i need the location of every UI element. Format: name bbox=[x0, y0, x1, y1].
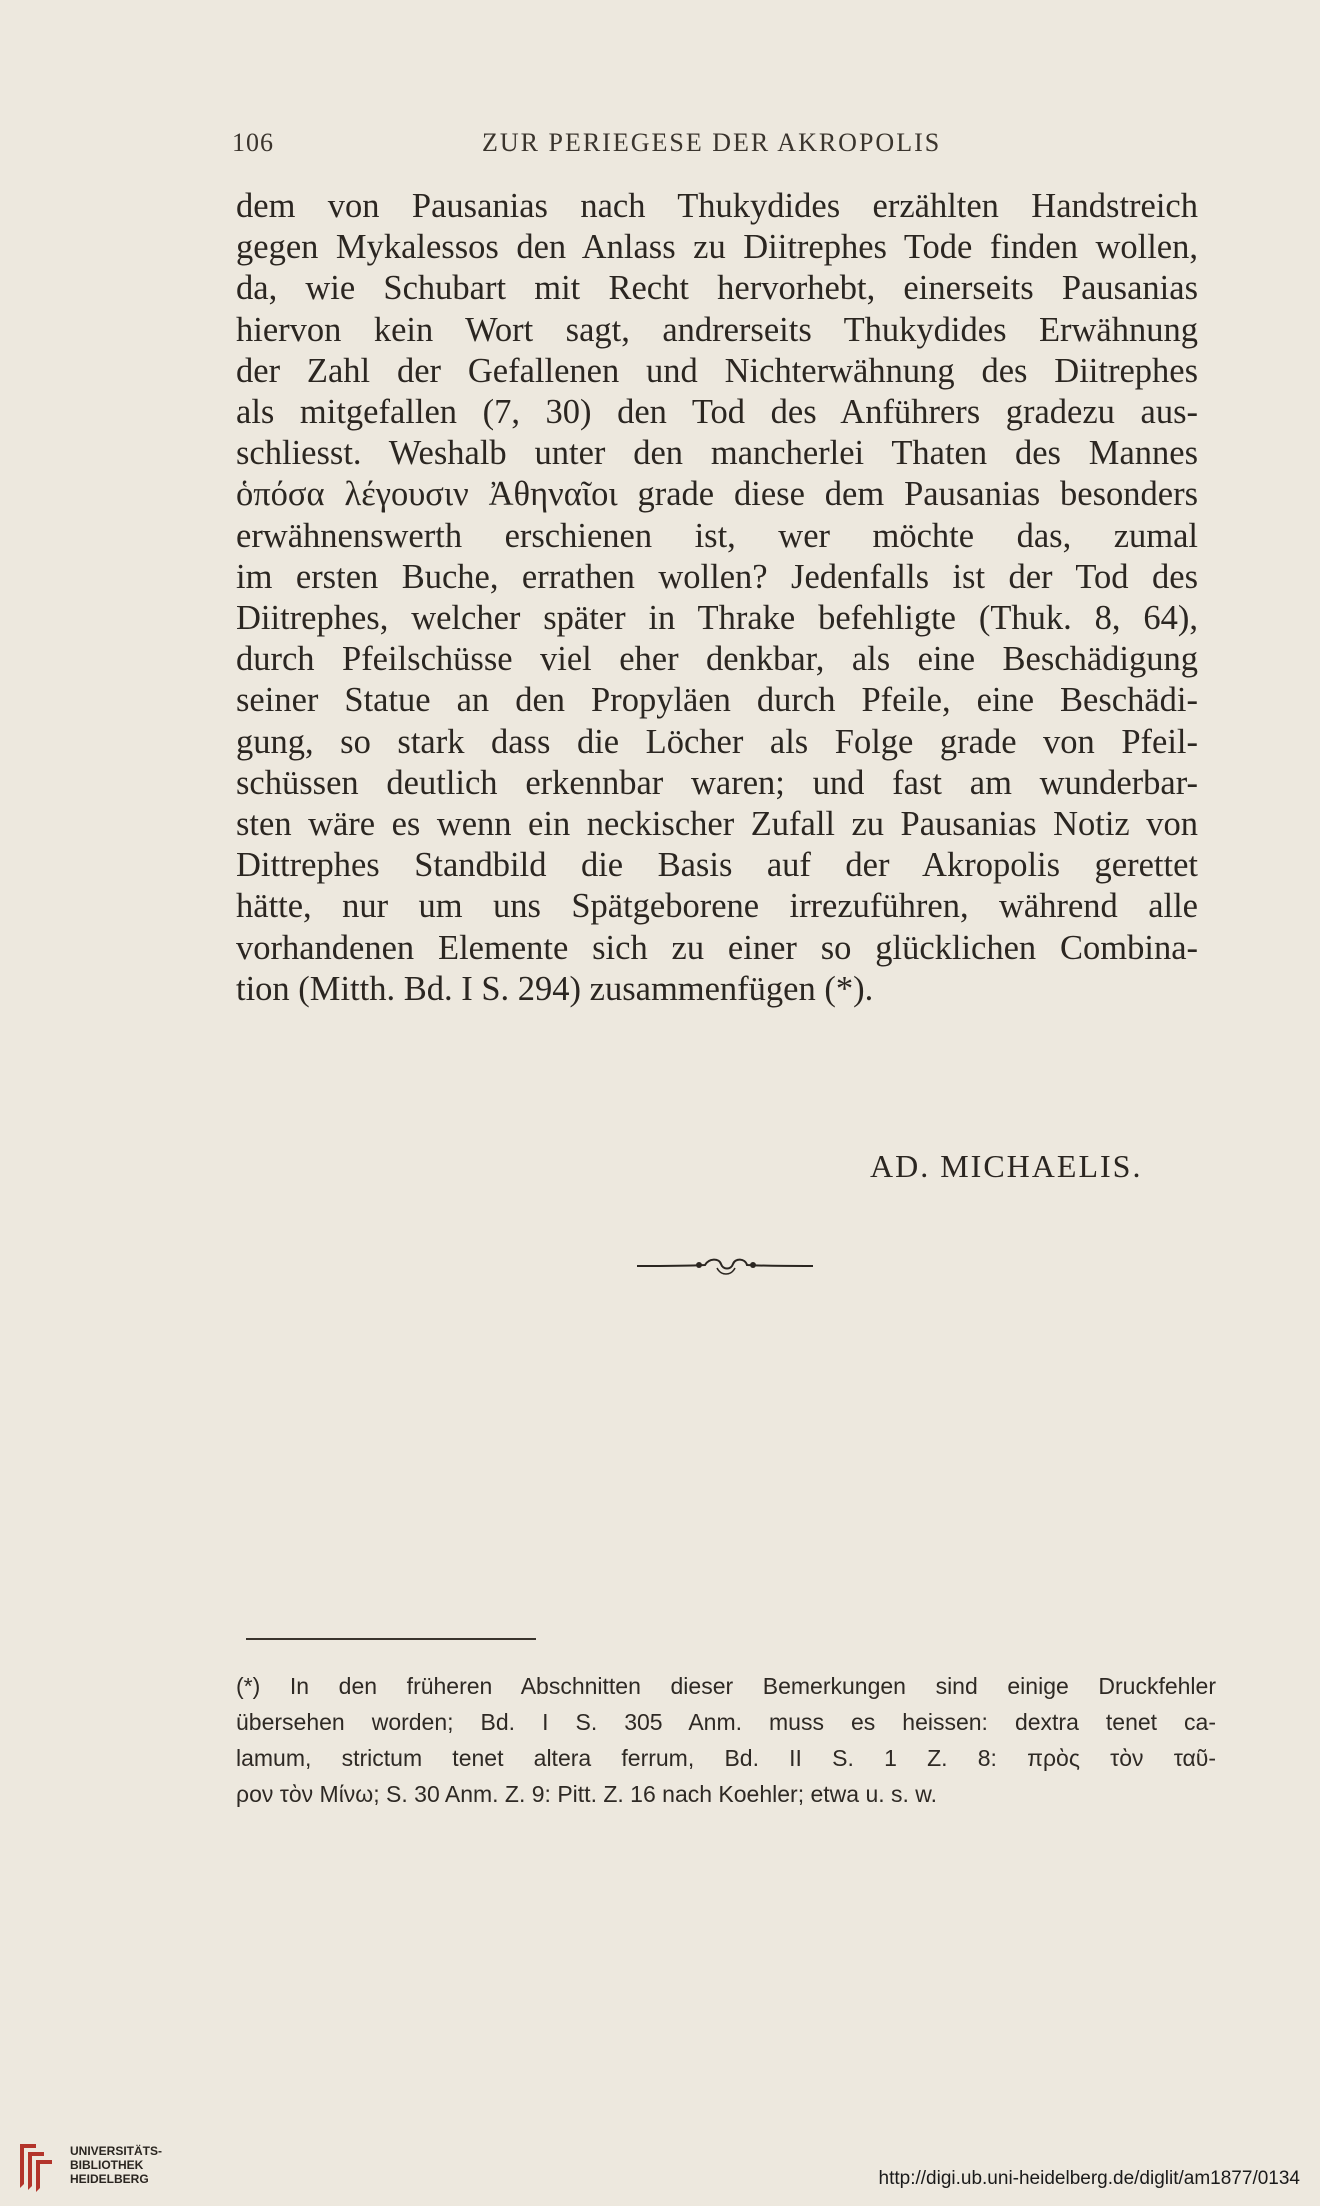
library-logo-icon bbox=[14, 2140, 62, 2192]
footnote-line: ρον τὸν Μίνω; S. 30 Anm. Z. 9: Pitt. Z. 16 nach Koehler; etwa u. s. w. bbox=[236, 1781, 938, 1807]
text-line: vorhandenen Elemente sich zu einer so glücklichen Combina- bbox=[236, 928, 1198, 967]
text-line: schüssen deutlich erkennbar waren; und fast am wunderbar- bbox=[236, 763, 1198, 802]
text-line: sten wäre es wenn ein neckischer Zufall zu Pausanias Notiz von bbox=[236, 805, 1198, 844]
library-name bbox=[70, 2144, 162, 2186]
library-name-line: UNIVERSITÄTS- bbox=[70, 2144, 163, 2158]
source-url[interactable]: http://digi.ub.uni-heidelberg.de/diglit/am1877/0134 bbox=[878, 2168, 1300, 2189]
text-line: dem von Pausanias nach Thukydides erzählten Handstreich bbox=[236, 187, 1198, 225]
text-line: gung, so stark dass die Löcher als Folge grade von Pfeil- bbox=[236, 722, 1198, 761]
running-head bbox=[232, 128, 1210, 168]
text-line: als mitgefallen (7, 30) den Tod des Anführers gradezu aus- bbox=[236, 393, 1198, 432]
footnote bbox=[236, 1668, 1216, 1812]
text-line: im ersten Buche, errathen wollen? Jedenfalls ist der Tod des bbox=[236, 557, 1198, 596]
text-line: gegen Mykalessos den Anlass zu Diitrephes Tode finden wollen, bbox=[236, 228, 1198, 267]
text-line: hätte, nur um uns Spätgeborene irrezuführen, während alle bbox=[236, 887, 1198, 926]
text-line: hiervon kein Wort sagt, andrerseits Thukydides Erwähnung bbox=[236, 310, 1198, 349]
footnote-line: lamum, strictum tenet altera ferrum, Bd. II S. 1 Z. 8: πρὸς τὸν ταῦ- bbox=[236, 1745, 1216, 1771]
text-line: erwähnenswerth erschienen ist, wer möchte das, zumal bbox=[236, 516, 1198, 555]
page-number: 106 bbox=[232, 128, 274, 157]
main-text bbox=[236, 186, 1198, 1010]
vine-ornament-icon bbox=[635, 1250, 815, 1280]
text-line: Dittrephes Standbild die Basis auf der Akropolis gerettet bbox=[236, 846, 1198, 885]
library-name-line: HEIDELBERG bbox=[70, 2172, 149, 2186]
text-line: Diitrephes, welcher später in Thrake befehligte (Thuk. 8, 64), bbox=[236, 599, 1198, 638]
author-signature: AD. MICHAELIS. bbox=[870, 1148, 1143, 1184]
text-line: da, wie Schubart mit Recht hervorhebt, einerseits Pausanias bbox=[236, 269, 1198, 308]
text-line: seiner Statue an den Propyläen durch Pfeile, eine Beschädi- bbox=[236, 681, 1198, 720]
library-name-line: BIBLIOTHEK bbox=[70, 2158, 144, 2172]
text-line: der Zahl der Gefallenen und Nichterwähnung des Diitrephes bbox=[236, 351, 1198, 390]
library-logo bbox=[14, 2140, 174, 2196]
text-line-last: tion (Mitth. Bd. I S. 294) zusammenfügen (*). bbox=[236, 969, 874, 1008]
footnote-line: (*) In den früheren Abschnitten dieser Bemerkungen sind einige Druckfehler bbox=[236, 1673, 1216, 1699]
text-line-greek: ὁπόσα λέγουσιν Ἀθηναῖοι grade diese dem Pausanias besonders bbox=[236, 475, 1198, 514]
footnote-line: übersehen worden; Bd. I S. 305 Anm. muss es heissen: dextra tenet ca- bbox=[236, 1709, 1216, 1735]
footnote-divider bbox=[246, 1638, 536, 1640]
running-title: ZUR PERIEGESE DER AKROPOLIS bbox=[482, 128, 942, 157]
text-line: durch Pfeilschüsse viel eher denkbar, als eine Beschädigung bbox=[236, 640, 1198, 679]
text-line: schliesst. Weshalb unter den mancherlei Thaten des Mannes bbox=[236, 434, 1198, 473]
